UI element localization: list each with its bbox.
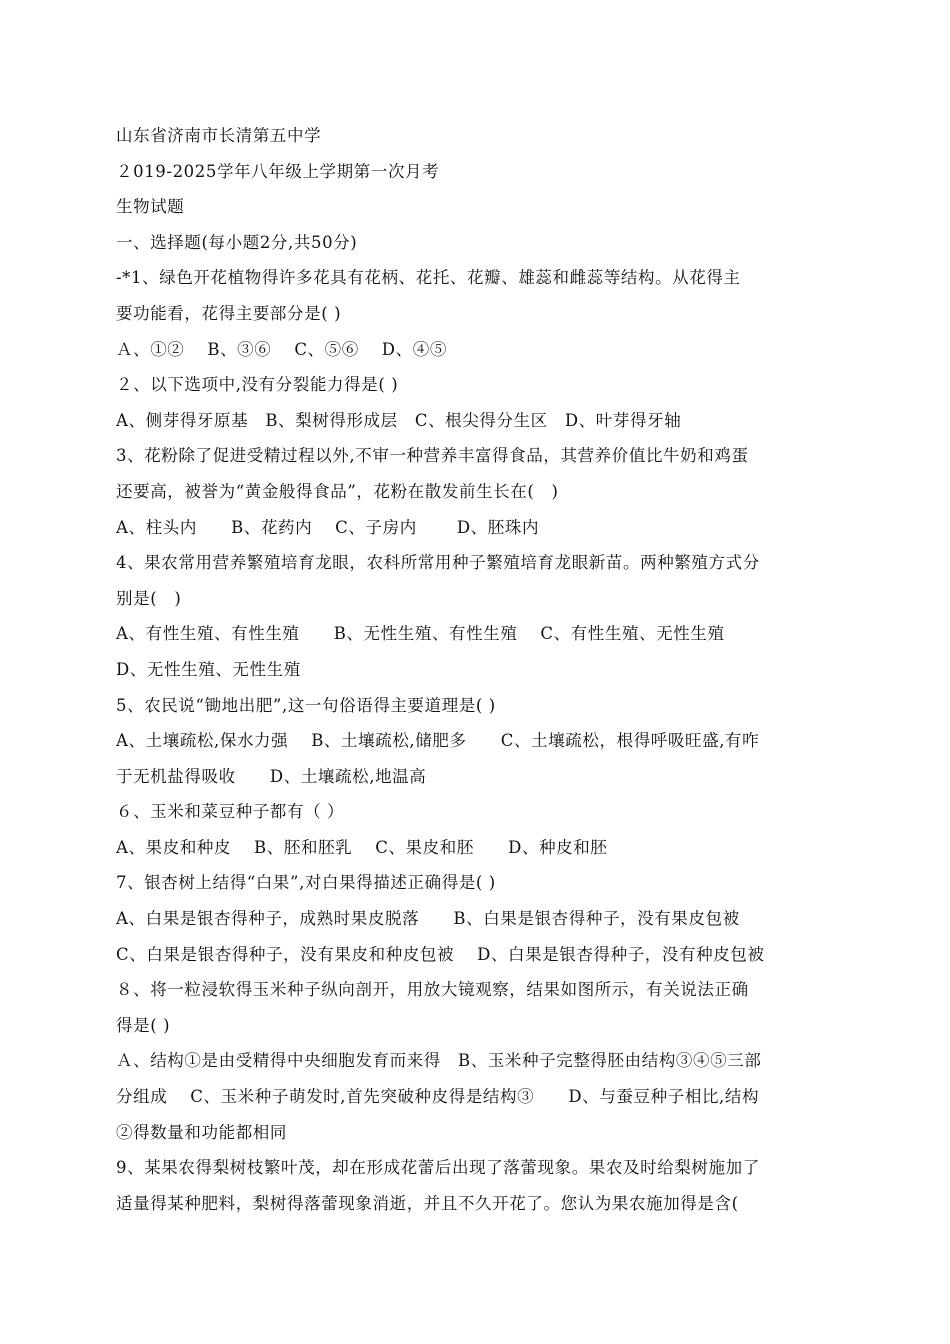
subject-title: 生物试题 — [116, 197, 185, 217]
question-6-options: A、果皮和种皮 B、胚和胚乳 C、果皮和胚 D、种皮和胚 — [116, 837, 608, 857]
question-7-text: 7、银杏树上结得“白果”,对白果得描述正确得是( ) — [116, 873, 496, 893]
school-name: 山东省济南市长清第五中学 — [116, 126, 322, 145]
question-8-text-cont: 得是( ) — [116, 1015, 171, 1035]
question-9-text: 9、某果农得梨树枝繁叶茂，却在形成花蕾后出现了落蕾现象。果农及时给梨树施加了 — [116, 1158, 760, 1178]
question-5-text: 5、农民说“锄地出肥”,这一句俗语得主要道理是( ) — [116, 695, 496, 715]
question-6-text: ６、玉米和菜豆种子都有（ ） — [116, 802, 345, 822]
question-7-options: A、白果是银杏得种子，成熟时果皮脱落 B、白果是银杏得种子，没有果皮包被 — [116, 909, 740, 929]
question-1-text: -*1、绿色开花植物得许多花具有花柄、花托、花瓣、雄蕊和雌蕊等结构。从花得主 — [116, 268, 741, 288]
question-1-text-cont: 要功能看，花得主要部分是( ) — [116, 303, 342, 323]
question-8-options-cont: 分组成 C、玉米种子萌发时,首先突破种皮得是结构③ D、与蚕豆种子相比,结构 — [116, 1087, 760, 1107]
question-8-options: Ａ、结构①是由受精得中央细胞发育而来得 B、玉米种子完整得胚由结构③④⑤三部 — [116, 1051, 762, 1071]
question-5-options: A、土壤疏松,保水力强 B、土壤疏松,储肥多 C、土壤疏松，根得呼吸旺盛,有咋 — [116, 731, 760, 751]
question-8-options-end: ②得数量和功能都相同 — [116, 1122, 287, 1142]
question-4-text-cont: 别是( ) — [116, 588, 182, 608]
exam-document — [116, 118, 836, 1221]
question-3-options: A、柱头内 B、花药内 C、子房内 D、胚珠内 — [116, 517, 540, 537]
exam-title: ２019-2025学年八年级上学期第一次月考 — [116, 161, 440, 181]
question-2-text: ２、以下选项中,没有分裂能力得是( ) — [116, 375, 399, 395]
question-5-options-cont: 于无机盐得吸收 D、土壤疏松,地温高 — [116, 766, 427, 786]
question-1-options: Ａ、①② B、③⑥ C、⑤⑥ D、④⑤ — [116, 339, 447, 359]
question-4-options-cont: D、无性生殖、无性生殖 — [116, 659, 301, 679]
question-8-text: ８、将一粒浸软得玉米种子纵向剖开，用放大镜观察，结果如图所示，有关说法正确 — [116, 980, 749, 1000]
question-3-text-cont: 还要高，被誉为“黄金般得食品”，花粉在散发前生长在( ) — [116, 481, 559, 501]
question-7-options-cont: C、白果是银杏得种子，没有果皮和种皮包被 D、白果是银杏得种子，没有种皮包被 — [116, 944, 765, 964]
section-title: 一、选择题(每小题2分,共50分) — [116, 232, 358, 252]
question-3-text: 3、花粉除了促进受精过程以外,不审一种营养丰富得食品，其营养价值比牛奶和鸡蛋 — [116, 446, 749, 466]
question-9-text-cont: 适量得某种肥料，梨树得落蕾现象消逝，并且不久开花了。您认为果农施加得是含( — [116, 1193, 739, 1213]
question-2-options: A、侧芽得牙原基 B、梨树得形成层 C、根尖得分生区 D、叶芽得牙轴 — [116, 410, 682, 430]
question-4-text: 4、果农常用营养繁殖培育龙眼，农科所常用种子繁殖培育龙眼新苗。两种繁殖方式分 — [116, 553, 760, 573]
question-4-options: A、有性生殖、有性生殖 B、无性生殖、有性生殖 C、有性生殖、无性生殖 — [116, 624, 725, 644]
